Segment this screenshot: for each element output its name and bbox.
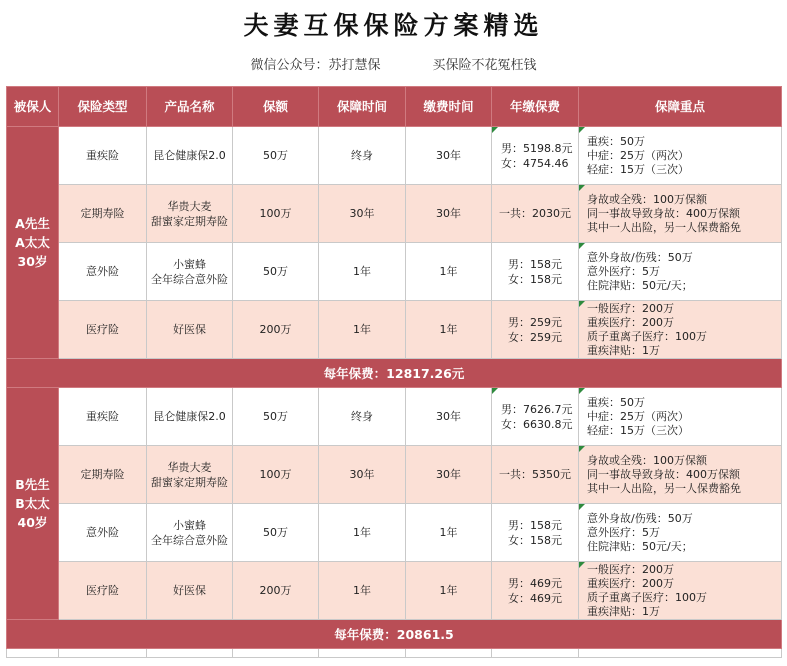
annual-fee-line: 男：5198.8元 bbox=[501, 141, 573, 155]
coverage-line: 中症：25万（两次） bbox=[587, 409, 689, 423]
amount-cell: 50万 bbox=[233, 243, 319, 301]
annual-fee-line: 女：4754.46 bbox=[501, 156, 569, 170]
insurance-plan-table bbox=[6, 86, 782, 658]
insurance-type-cell: 意外险 bbox=[59, 504, 147, 562]
empty-cell bbox=[492, 649, 579, 658]
coverage-line: 同一事故导致身故：400万保额 bbox=[587, 467, 740, 481]
insurance-type-cell: 医疗险 bbox=[59, 301, 147, 359]
empty-cell bbox=[579, 649, 782, 658]
coverage-line: 重疾津贴：1万 bbox=[587, 604, 660, 618]
header-term: 保障时间 bbox=[319, 87, 406, 127]
table-body bbox=[7, 127, 782, 658]
term-cell: 终身 bbox=[319, 127, 406, 185]
annual-total: 每年保费：12817.26元 bbox=[7, 359, 782, 388]
insured-person-line: A太太 bbox=[15, 235, 50, 250]
product-name-line: 甜蜜家定期寿险 bbox=[151, 214, 228, 228]
amount-cell: 100万 bbox=[233, 446, 319, 504]
product-name-line: 好医保 bbox=[173, 584, 206, 597]
header-pay-term: 缴费时间 bbox=[406, 87, 492, 127]
product-name-line: 甜蜜家定期寿险 bbox=[151, 475, 228, 489]
comment-marker-icon bbox=[579, 301, 585, 307]
product-name-line: 华贵大麦 bbox=[167, 460, 212, 474]
comment-marker-icon bbox=[579, 504, 585, 510]
product-name-cell bbox=[147, 301, 233, 359]
header-insured: 被保人 bbox=[7, 87, 59, 127]
coverage-cell bbox=[579, 127, 782, 185]
page-title: 夫妻互保保险方案精选 bbox=[243, 11, 544, 40]
coverage-line: 质子重离子医疗：100万 bbox=[587, 329, 707, 343]
product-name-cell bbox=[147, 243, 233, 301]
coverage-cell bbox=[579, 562, 782, 620]
pay-term-cell: 30年 bbox=[406, 185, 492, 243]
amount-cell: 100万 bbox=[233, 185, 319, 243]
annual-fee-line: 男：469元 bbox=[508, 576, 562, 590]
coverage-line: 身故或全残：100万保额 bbox=[587, 192, 707, 206]
table-row bbox=[7, 504, 782, 562]
insured-person-line: B太太 bbox=[15, 496, 50, 511]
amount-cell: 50万 bbox=[233, 127, 319, 185]
insurance-type-cell: 定期寿险 bbox=[59, 446, 147, 504]
product-name-cell bbox=[147, 127, 233, 185]
coverage-line: 其中一人出险，另一人保费豁免 bbox=[587, 220, 741, 234]
product-name-line: 全年综合意外险 bbox=[151, 272, 228, 286]
empty-cell bbox=[59, 649, 147, 658]
coverage-line: 质子重离子医疗：100万 bbox=[587, 590, 707, 604]
amount-cell: 200万 bbox=[233, 562, 319, 620]
coverage-line: 轻症：15万（三次） bbox=[587, 423, 689, 437]
comment-marker-icon bbox=[579, 388, 585, 394]
coverage-line: 同一事故导致身故：400万保额 bbox=[587, 206, 740, 220]
product-name-line: 全年综合意外险 bbox=[151, 533, 228, 547]
empty-cell bbox=[406, 649, 492, 658]
product-name-line: 昆仑健康保2.0 bbox=[153, 149, 226, 162]
empty-cell bbox=[7, 649, 59, 658]
insured-person-line: 30岁 bbox=[17, 254, 48, 269]
product-name-cell bbox=[147, 446, 233, 504]
annual-fee-line: 男：158元 bbox=[508, 518, 562, 532]
total-row bbox=[7, 620, 782, 649]
header-annual-fee: 年缴保费 bbox=[492, 87, 579, 127]
coverage-line: 意外身故/伤残：50万 bbox=[587, 511, 693, 525]
product-name-cell bbox=[147, 185, 233, 243]
coverage-line: 重疾医疗：200万 bbox=[587, 576, 674, 590]
coverage-line: 重疾津贴：1万 bbox=[587, 343, 660, 357]
term-cell: 30年 bbox=[319, 446, 406, 504]
annual-fee-cell bbox=[492, 127, 579, 185]
table-row bbox=[7, 562, 782, 620]
insurance-type-cell: 重疾险 bbox=[59, 388, 147, 446]
term-cell: 30年 bbox=[319, 185, 406, 243]
pay-term-cell: 1年 bbox=[406, 562, 492, 620]
comment-marker-icon bbox=[579, 127, 585, 133]
annual-fee-line: 一共：5350元 bbox=[499, 468, 571, 481]
annual-fee-cell bbox=[492, 301, 579, 359]
annual-fee-line: 男：259元 bbox=[508, 315, 562, 329]
annual-fee-line: 女：469元 bbox=[508, 591, 562, 605]
annual-fee-cell bbox=[492, 504, 579, 562]
insurance-type-cell: 定期寿险 bbox=[59, 185, 147, 243]
term-cell: 1年 bbox=[319, 243, 406, 301]
empty-cell bbox=[233, 649, 319, 658]
coverage-line: 一般医疗：200万 bbox=[587, 562, 674, 576]
coverage-cell bbox=[579, 388, 782, 446]
table-tail-row bbox=[7, 649, 782, 658]
header-coverage: 保障重点 bbox=[579, 87, 782, 127]
table-row bbox=[7, 127, 782, 185]
table-row bbox=[7, 185, 782, 243]
coverage-line: 身故或全残：100万保额 bbox=[587, 453, 707, 467]
amount-cell: 50万 bbox=[233, 504, 319, 562]
coverage-line: 轻症：15万（三次） bbox=[587, 162, 689, 176]
pay-term-cell: 30年 bbox=[406, 388, 492, 446]
annual-fee-line: 女：158元 bbox=[508, 272, 562, 286]
product-name-cell bbox=[147, 504, 233, 562]
annual-fee-line: 女：259元 bbox=[508, 330, 562, 344]
insured-person-line: B先生 bbox=[15, 477, 50, 492]
product-name-cell bbox=[147, 562, 233, 620]
coverage-line: 意外身故/伤残：50万 bbox=[587, 250, 693, 264]
coverage-line: 重疾：50万 bbox=[587, 395, 645, 409]
coverage-line: 中症：25万（两次） bbox=[587, 148, 689, 162]
comment-marker-icon bbox=[579, 243, 585, 249]
pay-term-cell: 1年 bbox=[406, 301, 492, 359]
pay-term-cell: 30年 bbox=[406, 446, 492, 504]
insured-person-cell bbox=[7, 127, 59, 359]
subtitle bbox=[0, 54, 787, 73]
product-name-cell bbox=[147, 388, 233, 446]
annual-fee-line: 女：158元 bbox=[508, 533, 562, 547]
table-row bbox=[7, 243, 782, 301]
pay-term-cell: 1年 bbox=[406, 243, 492, 301]
comment-marker-icon bbox=[579, 562, 585, 568]
product-name-line: 小蜜蜂 bbox=[173, 518, 206, 532]
coverage-cell bbox=[579, 301, 782, 359]
header-row bbox=[7, 87, 782, 127]
annual-total: 每年保费：20861.5 bbox=[7, 620, 782, 649]
term-cell: 1年 bbox=[319, 562, 406, 620]
header-amount: 保额 bbox=[233, 87, 319, 127]
annual-fee-cell bbox=[492, 243, 579, 301]
pay-term-cell: 1年 bbox=[406, 504, 492, 562]
coverage-line: 意外医疗：5万 bbox=[587, 264, 660, 278]
annual-fee-line: 男：7626.7元 bbox=[501, 402, 573, 416]
product-name-line: 好医保 bbox=[173, 323, 206, 336]
amount-cell: 50万 bbox=[233, 388, 319, 446]
product-name-line: 昆仑健康保2.0 bbox=[153, 410, 226, 423]
total-row bbox=[7, 359, 782, 388]
table-row bbox=[7, 301, 782, 359]
coverage-line: 一般医疗：200万 bbox=[587, 301, 674, 315]
comment-marker-icon bbox=[492, 127, 498, 133]
wechat-account: 微信公众号：苏打慧保 bbox=[250, 58, 381, 73]
insurance-type-cell: 意外险 bbox=[59, 243, 147, 301]
empty-cell bbox=[319, 649, 406, 658]
insurance-type-cell: 重疾险 bbox=[59, 127, 147, 185]
coverage-line: 重疾医疗：200万 bbox=[587, 315, 674, 329]
insured-person-line: A先生 bbox=[15, 216, 50, 231]
annual-fee-cell bbox=[492, 388, 579, 446]
annual-fee-line: 男：158元 bbox=[508, 257, 562, 271]
term-cell: 终身 bbox=[319, 388, 406, 446]
table-row bbox=[7, 388, 782, 446]
comment-marker-icon bbox=[492, 388, 498, 394]
product-name-line: 小蜜蜂 bbox=[173, 257, 206, 271]
annual-fee-cell bbox=[492, 185, 579, 243]
header-product: 产品名称 bbox=[147, 87, 233, 127]
coverage-cell bbox=[579, 446, 782, 504]
term-cell: 1年 bbox=[319, 504, 406, 562]
coverage-line: 其中一人出险，另一人保费豁免 bbox=[587, 481, 741, 495]
amount-cell: 200万 bbox=[233, 301, 319, 359]
insured-person-line: 40岁 bbox=[17, 515, 48, 530]
coverage-cell bbox=[579, 504, 782, 562]
insured-person-cell bbox=[7, 388, 59, 620]
term-cell: 1年 bbox=[319, 301, 406, 359]
annual-fee-line: 女：6630.8元 bbox=[501, 417, 573, 431]
annual-fee-cell bbox=[492, 562, 579, 620]
empty-cell bbox=[147, 649, 233, 658]
comment-marker-icon bbox=[579, 446, 585, 452]
table-row bbox=[7, 446, 782, 504]
slogan: 买保险不花冤枉钱 bbox=[432, 58, 537, 73]
annual-fee-line: 一共：2030元 bbox=[499, 207, 571, 220]
pay-term-cell: 30年 bbox=[406, 127, 492, 185]
insurance-type-cell: 医疗险 bbox=[59, 562, 147, 620]
annual-fee-cell bbox=[492, 446, 579, 504]
comment-marker-icon bbox=[579, 185, 585, 191]
coverage-line: 重疾：50万 bbox=[587, 134, 645, 148]
coverage-cell bbox=[579, 185, 782, 243]
coverage-line: 住院津贴：50元/天； bbox=[587, 539, 693, 553]
header-type: 保险类型 bbox=[59, 87, 147, 127]
coverage-line: 住院津贴：50元/天； bbox=[587, 278, 693, 292]
coverage-cell bbox=[579, 243, 782, 301]
coverage-line: 意外医疗：5万 bbox=[587, 525, 660, 539]
product-name-line: 华贵大麦 bbox=[167, 199, 212, 213]
